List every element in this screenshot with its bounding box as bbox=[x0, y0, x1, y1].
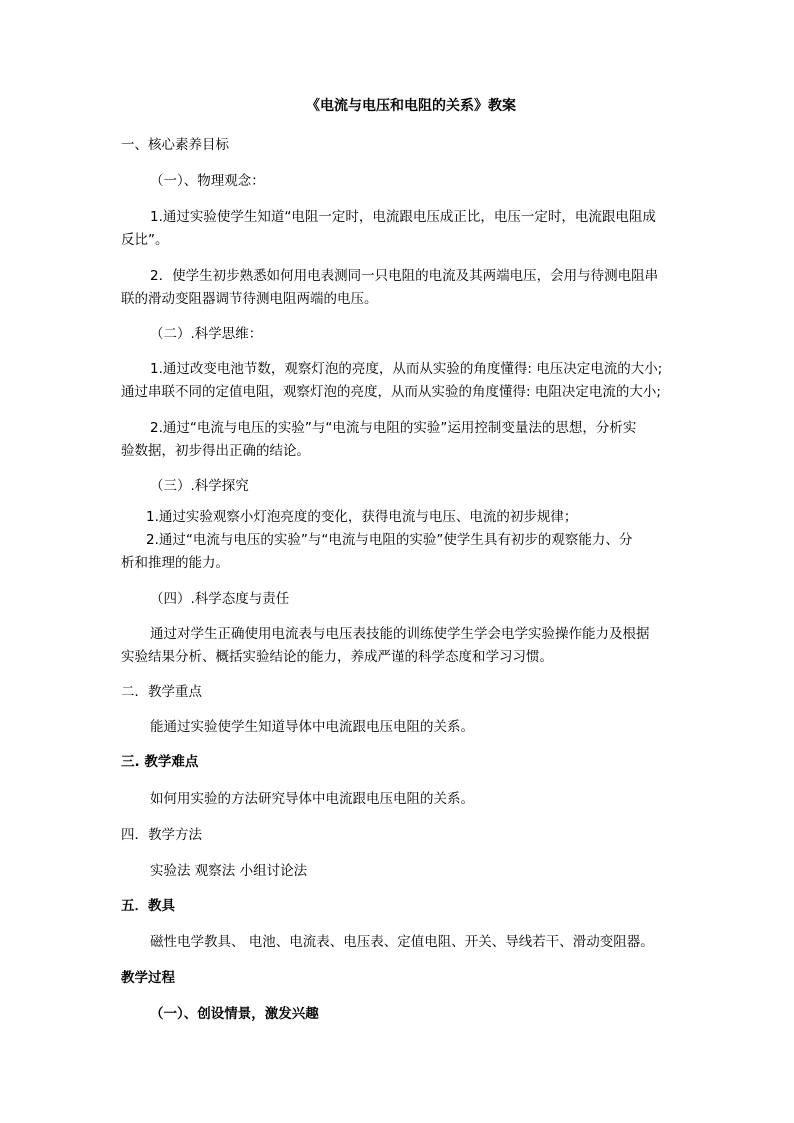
subsection-2-heading: （二）.科学思维： bbox=[150, 326, 263, 342]
subsection-3-heading: （三）.科学探究 bbox=[150, 478, 249, 494]
paragraph-line: 1.通过实验观察小灯泡亮度的变化，获得电流与电压、电流的初步规律； bbox=[146, 509, 578, 525]
paragraph-line: 实验结果分析、概括实验结论的能力，养成严谨的科学态度和学习习惯。 bbox=[121, 649, 553, 665]
section-5-heading: 五．教具 bbox=[121, 898, 175, 914]
paragraph-line: 2.通过“电流与电压的实验”与“电流与电阻的实验”使学生具有初步的观察能力、分 bbox=[146, 532, 633, 548]
section-4-heading: 四．教学方法 bbox=[121, 827, 202, 843]
paragraph-line: 通过串联不同的定值电阻，观察灯泡的亮度，从而从实验的角度懂得: 电阻决定电流的大小; bbox=[121, 384, 661, 400]
section-2-text: 能通过实验使学生知道导体中电流跟电压电阻的关系。 bbox=[150, 719, 474, 735]
paragraph-line: 1.通过改变电池节数，观察灯泡的亮度，从而从实验的角度懂得: 电压决定电流的大小; bbox=[150, 361, 663, 377]
paragraph-line: 验数据，初步得出正确的结论。 bbox=[121, 443, 310, 459]
section-4-text: 实验法 观察法 小组讨论法 bbox=[150, 863, 308, 879]
paragraph-line: 反比”。 bbox=[121, 232, 169, 248]
document-title: 《电流与电压和电阻的关系》教案 bbox=[306, 98, 516, 114]
section-2-heading: 二．教学重点 bbox=[121, 684, 202, 700]
subsection-1-heading: （一）、物理观念： bbox=[150, 173, 265, 189]
paragraph-line: 2．使学生初步熟悉如何用电表测同一只电阻的电流及其两端电压，会用与待测电阻串 bbox=[150, 268, 659, 284]
paragraph-line: 2.通过“电流与电压的实验”与“电流与电阻的实验”运用控制变量法的思想，分析实 bbox=[150, 420, 637, 436]
section-5-text: 磁性电学教具、 电池、电流表、电压表、定值电阻、开关、导线若干、滑动变阻器。 bbox=[150, 934, 654, 950]
paragraph-line: 通过对学生正确使用电流表与电压表技能的训练使学生学会电学实验操作能力及根据 bbox=[150, 626, 650, 642]
section-3-heading: 三. 教学难点 bbox=[121, 754, 199, 770]
subsection-4-heading: （四）.科学态度与责任 bbox=[150, 591, 290, 607]
process-subsection-1: （一）、创设情景，激发兴趣 bbox=[150, 1006, 319, 1022]
section-1-heading: 一、核心素养目标 bbox=[121, 137, 229, 153]
paragraph-line: 联的滑动变阻器调节待测电阻两端的电压。 bbox=[121, 291, 378, 307]
process-heading: 教学过程 bbox=[121, 970, 175, 986]
paragraph-line: 析和推理的能力。 bbox=[121, 555, 229, 571]
paragraph-line: 1.通过实验使学生知道“电阻一定时，电流跟电压成正比，电压一定时，电流跟电阻成 bbox=[150, 209, 656, 225]
section-3-text: 如何用实验的方法研究导体中电流跟电压电阻的关系。 bbox=[150, 791, 474, 807]
